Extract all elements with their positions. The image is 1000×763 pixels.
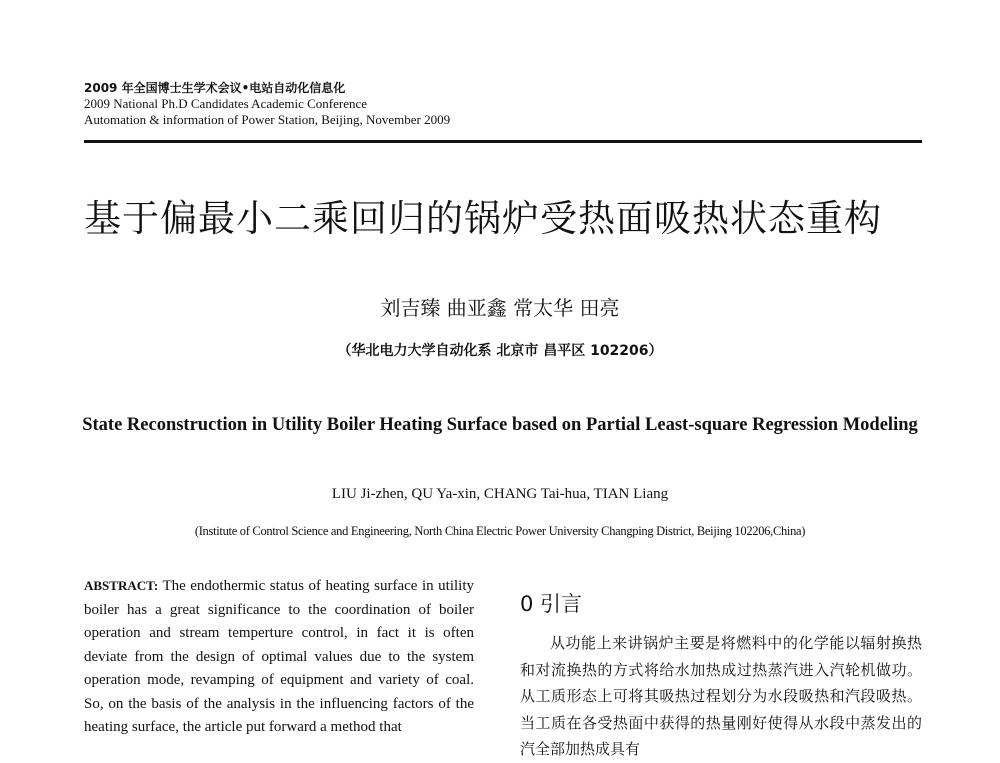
conference-name-cn: 2009 年全国博士生学术会议•电站自动化信息化 (84, 81, 346, 95)
abstract (84, 574, 474, 740)
section-heading: 0 引言 (520, 592, 583, 616)
conference-location: Automation & information of Power Station, Beijing, November 2009 (84, 112, 451, 127)
conference-header (84, 80, 922, 128)
authors-en: LIU Ji-zhen, QU Ya-xin, CHANG Tai-hua, TIAN Liang (331, 486, 669, 502)
paper-title-en: State Reconstruction in Utility Boiler Heating Surface based on Partial Least-square Regression Modeling (82, 415, 918, 435)
section-paragraph: 从功能上来讲锅炉主要是将燃料中的化学能以辐射换热和对流换热的方式将给水加热成过热蒸汽进入汽轮机做功。从工质形态上可将其吸热过程划分为水段吸热和汽段吸热。当工质在各受热面中获得的热量刚好使得从水段中蒸发出的汽全部加热成具有 (520, 634, 922, 758)
paper-title-cn: 基于偏最小二乘回归的锅炉受热面吸热状态重构 (84, 197, 882, 240)
section-body (520, 630, 922, 763)
affiliation-cn: （华北电力大学自动化系 北京市 昌平区 102206） (337, 343, 663, 359)
abstract-label: ABSTRACT: (84, 578, 159, 593)
authors-cn: 刘吉臻 曲亚鑫 常太华 田亮 (380, 296, 620, 320)
header-rule (84, 140, 922, 143)
affiliation-en: (Institute of Control Science and Engineering, North China Electric Power University Changping District, Beijing 102206,China) (194, 524, 806, 538)
conference-name-en: 2009 National Ph.D Candidates Academic Conference (84, 96, 368, 111)
abstract-text: The endothermic status of heating surface in utility boiler has a great significance to the coordination of boiler operation and stream temperture control, in fact it is often deviate from the design of optimal values due to the system operation mode, revamping of equipment and variety of coal. So, on the basis of the analysis in the influencing factors of the heating surface, the article put forward a method that (84, 578, 474, 735)
